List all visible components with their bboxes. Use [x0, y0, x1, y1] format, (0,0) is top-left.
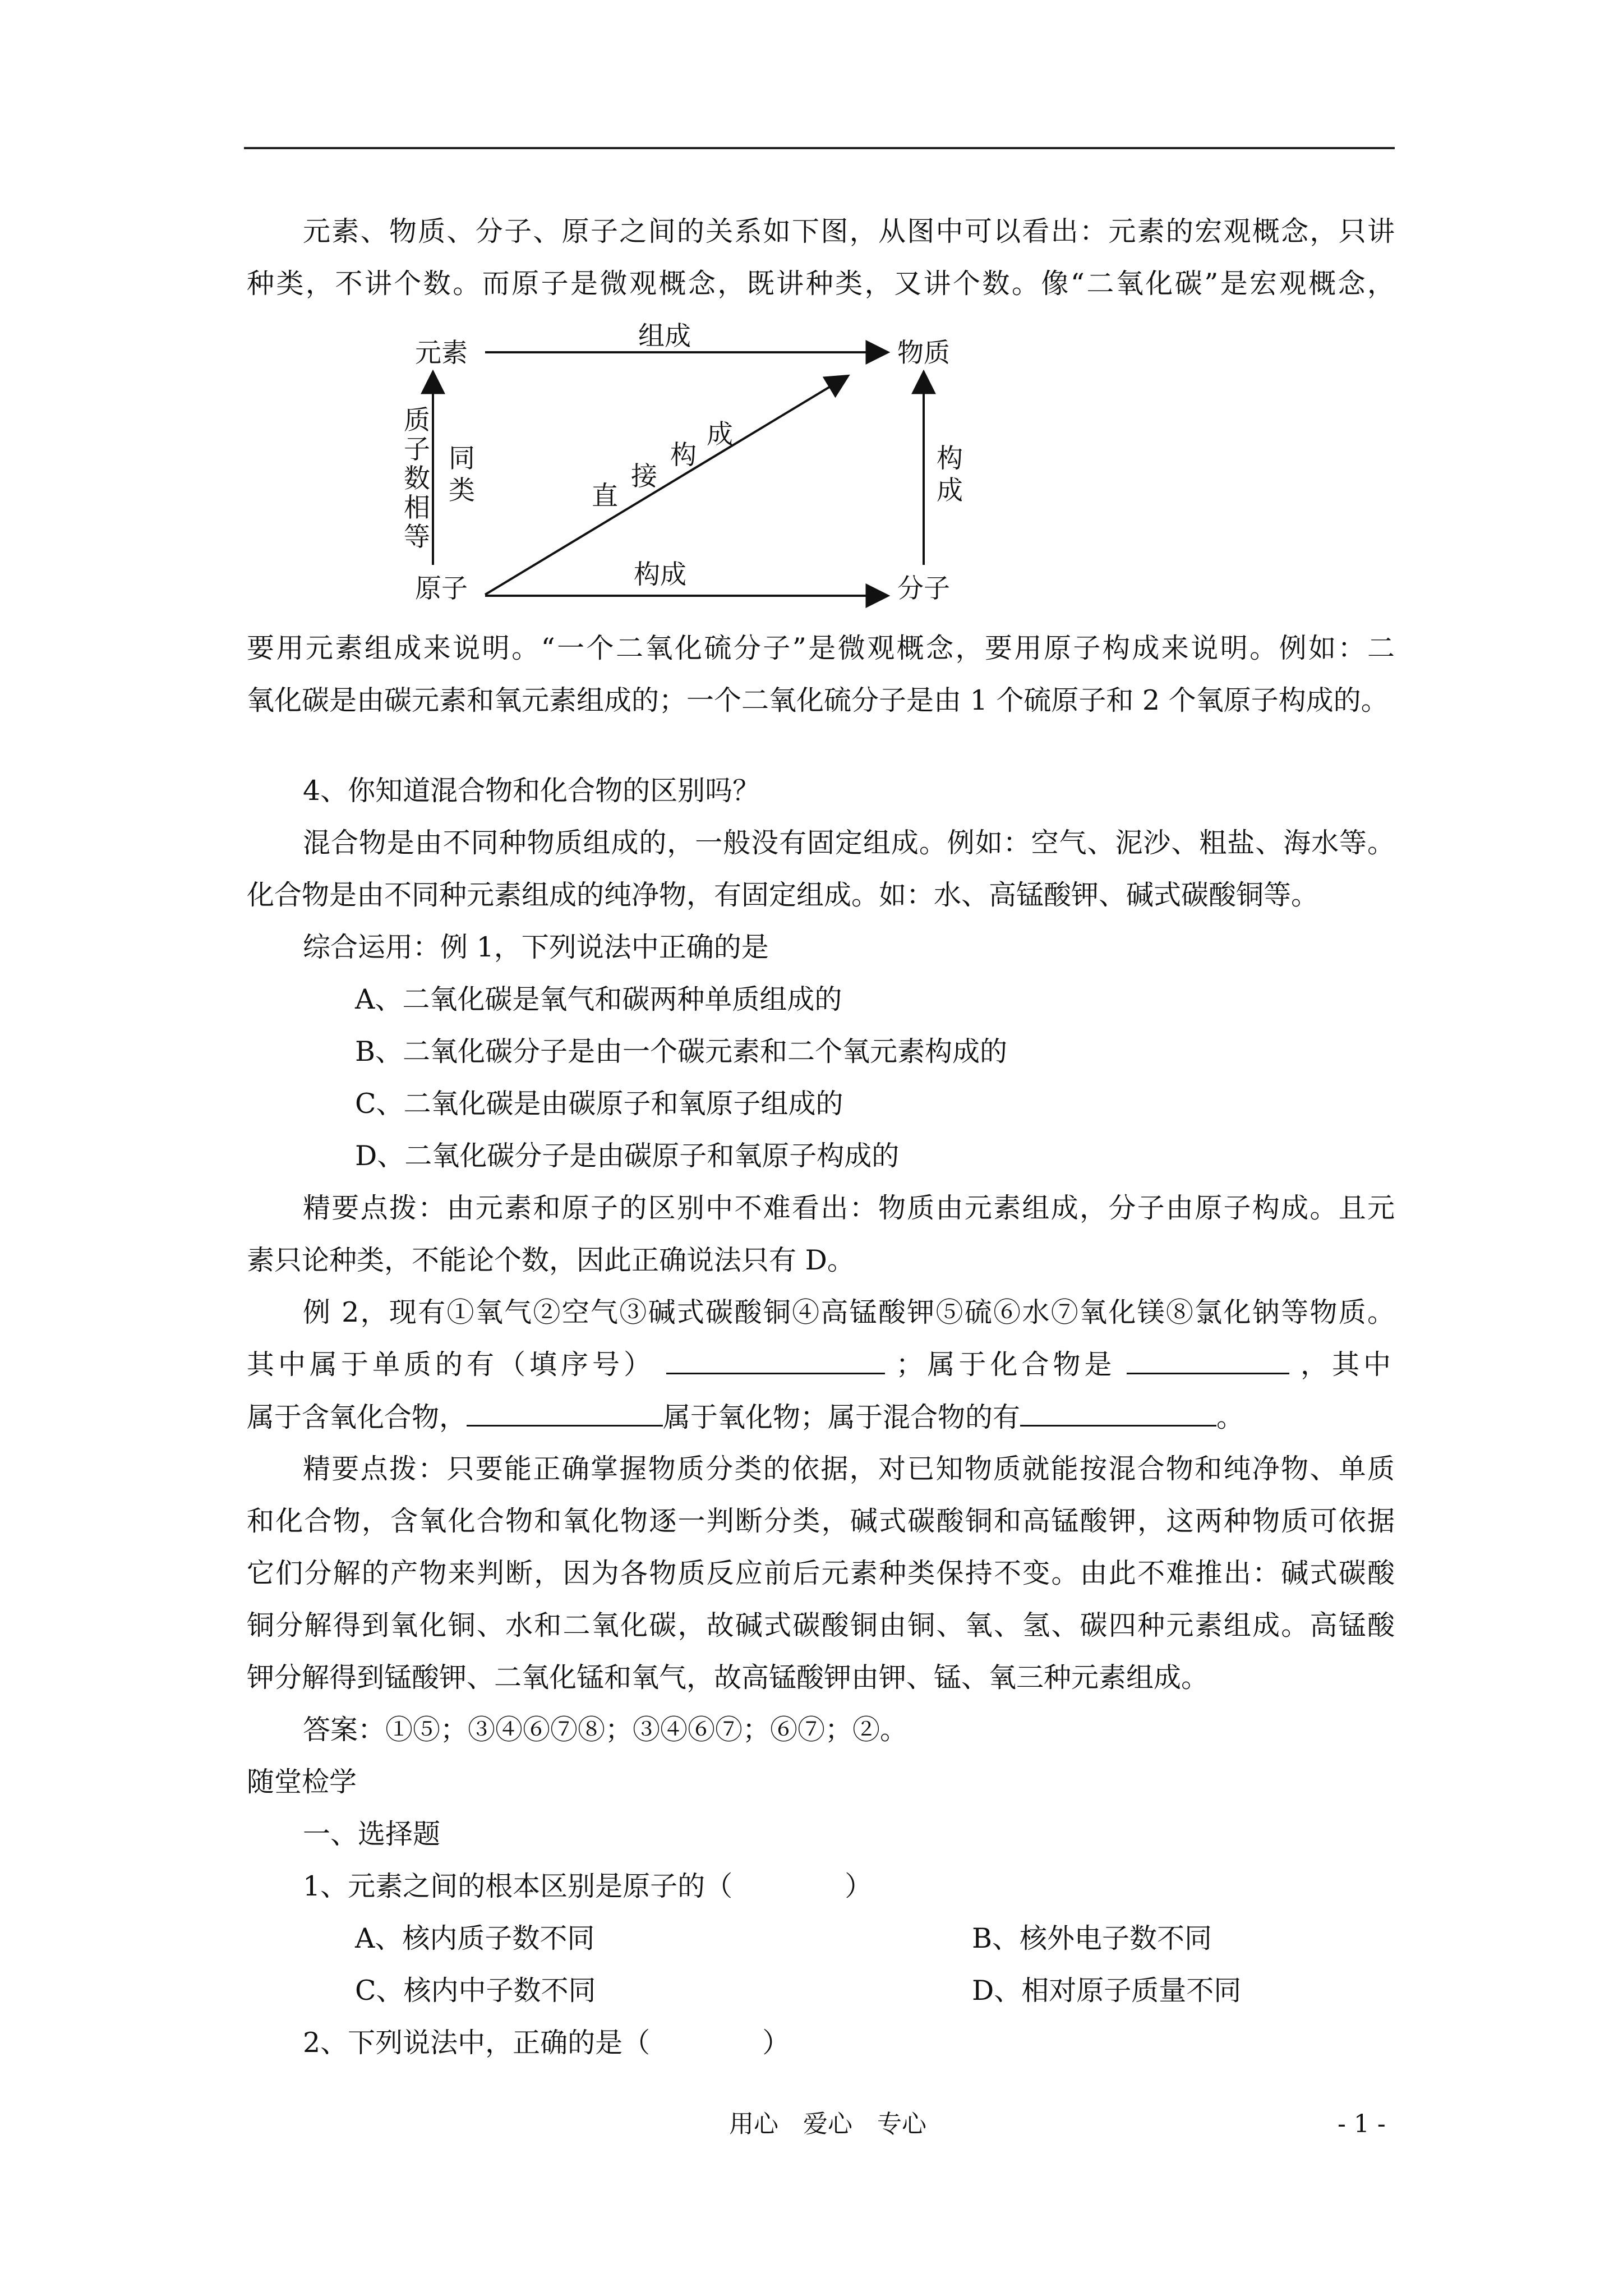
diag-char-3: 构: [670, 440, 697, 471]
blank-oxygen-compound[interactable]: [467, 1400, 663, 1427]
hint2-line-5: 钾分解得到锰酸钾、二氧化锰和氧气，故高锰酸钾由钾、锰、氧三种元素组成。: [247, 1662, 1209, 1694]
intro-line-1: 元素、物质、分子、原子之间的关系如下图，从图中可以看出：元素的宏观概念，只讲: [303, 215, 1395, 247]
quiz-section: 一、选择题: [303, 1818, 441, 1850]
node-molecule: 分子: [897, 573, 950, 604]
question-1: [303, 1870, 872, 1903]
left-char-3: 数: [404, 463, 430, 494]
node-element: 元素: [415, 338, 468, 369]
node-substance: 物质: [897, 338, 950, 369]
example2-q-oxide: 属于氧化物；属于混合物的有: [663, 1401, 1021, 1433]
example1-title: 综合运用：例 1，下列说法中正确的是: [303, 931, 769, 963]
blank-compound[interactable]: [1127, 1348, 1289, 1374]
after-diagram-line-2: 氧化碳是由碳元素和氧元素组成的；一个二氧化硫分子是由 1 个硫原子和 2 个氧原子构成的。: [247, 684, 1389, 716]
section4-question: 4、你知道混合物和化合物的区别吗？: [303, 775, 760, 807]
diag-char-4: 成: [707, 419, 733, 450]
option-c: C、二氧化碳是由碳原子和氧原子组成的: [355, 1088, 843, 1120]
intro-line-2: 种类，不讲个数。而原子是微观概念，既讲种类，又讲个数。像“二氧化碳”是宏观概念，: [247, 268, 1395, 300]
left-char-5: 等: [404, 522, 430, 553]
blank-elemental[interactable]: [666, 1348, 885, 1374]
relationship-diagram: [393, 317, 1009, 631]
left-char-1: 质: [404, 405, 430, 436]
mixture-line: 混合物是由不同种物质组成的，一般没有固定组成。例如：空气、泥沙、粗盐、海水等。: [303, 827, 1395, 859]
question-2: [303, 2026, 790, 2060]
example2-q-end: 。: [1216, 1401, 1244, 1433]
hint1-line-2: 素只论种类，不能论个数，因此正确说法只有 D。: [247, 1244, 855, 1276]
q1-option-b[interactable]: B、核外电子数不同: [972, 1922, 1212, 1954]
example2-q-elemental: 其中属于单质的有（填序号）: [247, 1349, 656, 1381]
question-1-text: 1、元素之间的根本区别是原子的（: [303, 1870, 733, 1902]
diag-char-1: 直: [592, 481, 618, 512]
option-d: D、二氧化碳分子是由碳原子和氧原子构成的: [355, 1140, 900, 1172]
arrow-compose-label: 组成: [638, 321, 691, 352]
question-2-text: 2、下列说法中，正确的是（: [303, 2027, 651, 2059]
arrow-constitute-label: 构成: [634, 559, 686, 590]
hint2-line-3: 它们分解的产物来判断，因为各物质反应前后元素种类保持不变。由此不难推出：碱式碳酸: [247, 1557, 1395, 1589]
left-label-1: 同: [449, 443, 475, 474]
blank-mixture[interactable]: [1020, 1400, 1216, 1427]
example2-line-1: 例 2，现有①氧气②空气③碱式碳酸铜④高锰酸钾⑤硫⑥水⑦氧化镁⑧氯化钠等物质。: [303, 1296, 1395, 1328]
compound-line: 化合物是由不同种元素组成的纯净物，有固定组成。如：水、高锰酸钾、碱式碳酸铜等。: [247, 879, 1319, 911]
q1-option-a[interactable]: A、核内质子数不同: [355, 1922, 595, 1954]
option-a: A、二氧化碳是氧气和碳两种单质组成的: [355, 983, 842, 1015]
node-atom: 原子: [415, 573, 468, 604]
header-rule: [244, 147, 1395, 149]
hint2-line-4: 铜分解得到氧化铜、水和二氧化碳，故碱式碳酸铜由铜、氧、氢、碳四种元素组成。高锰酸: [247, 1609, 1395, 1641]
q1-option-c[interactable]: C、核内中子数不同: [355, 1975, 596, 2007]
question-1-close: ）: [845, 1870, 873, 1902]
q1-option-d[interactable]: D、相对原子质量不同: [972, 1975, 1242, 2007]
example2-line-3: [247, 1400, 1244, 1434]
quiz-heading: 随堂检学: [247, 1766, 357, 1798]
left-label-2: 类: [449, 475, 475, 506]
right-label-2: 成: [937, 475, 963, 506]
question-2-close: ）: [762, 2027, 790, 2059]
page-number: - 1 -: [1338, 2110, 1386, 2138]
answer-line: 答案：①⑤；③④⑥⑦⑧；③④⑥⑦；⑥⑦；②。: [303, 1714, 908, 1746]
diag-char-2: 接: [631, 461, 657, 492]
example2-q-tail: ，其中: [1300, 1349, 1395, 1381]
left-char-2: 子: [404, 434, 430, 465]
right-label-1: 构: [937, 443, 963, 474]
hint2-line-2: 和化合物，含氧化合物和氧化物逐一判断分类，碱式碳酸铜和高锰酸钾，这两种物质可依据: [247, 1505, 1395, 1537]
example2-q-oxygen: 属于含氧化合物，: [247, 1401, 467, 1433]
footer-motto: 用心 爱心 专心: [729, 2110, 926, 2138]
left-char-4: 相: [404, 493, 430, 523]
example2-line-2: [247, 1348, 1395, 1382]
after-diagram-line-1: 要用元素组成来说明。“一个二氧化硫分子”是微观概念，要用原子构成来说明。例如：二: [247, 632, 1395, 664]
example2-q-compound: ；属于化合物是: [896, 1349, 1116, 1381]
hint1-line-1: 精要点拨：由元素和原子的区别中不难看出：物质由元素组成，分子由原子构成。且元: [303, 1192, 1395, 1224]
hint2-line-1: 精要点拨：只要能正确掌握物质分类的依据，对已知物质就能按混合物和纯净物、单质: [303, 1453, 1395, 1485]
option-b: B、二氧化碳分子是由一个碳元素和二个氧元素构成的: [355, 1036, 1008, 1068]
